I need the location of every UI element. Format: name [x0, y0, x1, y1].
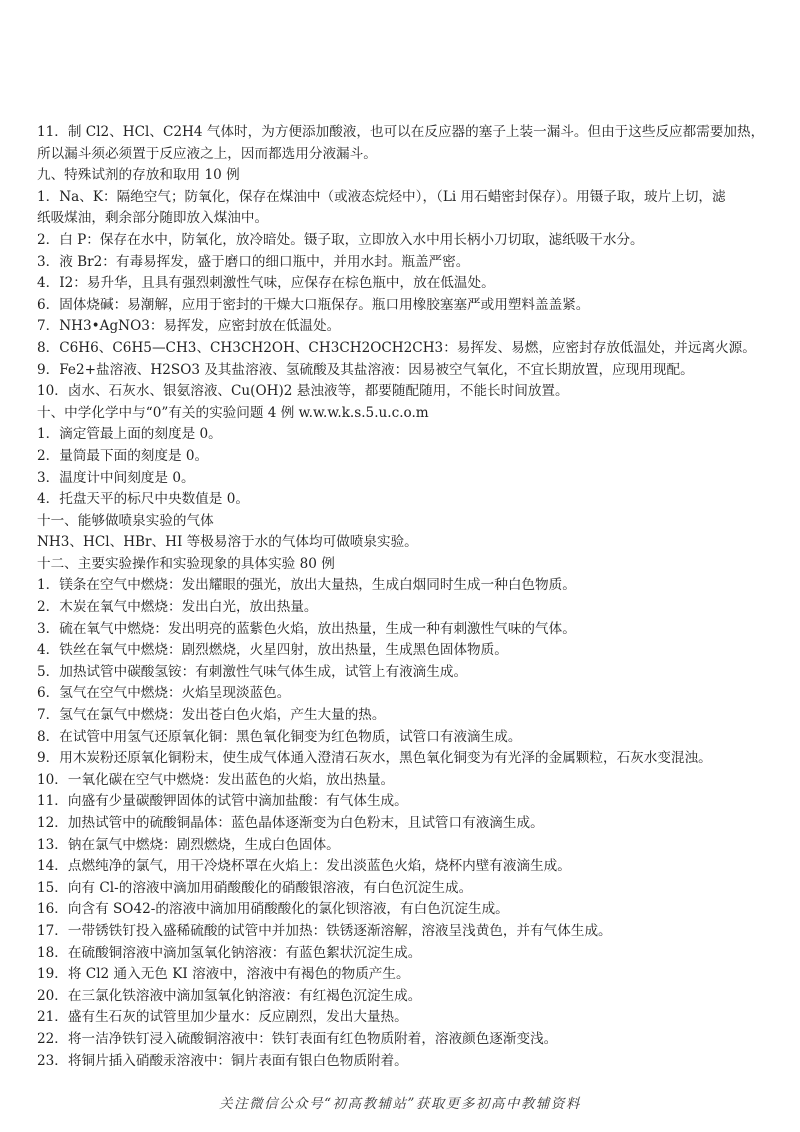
text-line: 20．在三氯化铁溶液中滴加氢氧化钠溶液：有红褐色沉淀生成。	[37, 987, 422, 1004]
text-line: 1．镁条在空气中燃烧：发出耀眼的强光，放出大量热，生成白烟同时生成一种白色物质。	[37, 577, 576, 594]
text-line: 7．氢气在氯气中燃烧：发出苍白色火焰，产生大量的热。	[37, 707, 386, 724]
text-line: 8．C6H6、C6H5—CH3、CH3CH2OH、CH3CH2OCH2CH3：易挥发、易燃，应密封存放低温处，并远离火源。	[37, 339, 756, 356]
text-line: 2．白 P：保存在水中，防氧化，放冷暗处。镊子取，立即放入水中用长柄小刀切取，滤纸吸干水分。	[37, 231, 644, 248]
text-line: 10．一氧化碳在空气中燃烧：发出蓝色的火焰，放出热量。	[37, 771, 395, 788]
text-line: 9．Fe2+盐溶液、H2SO3 及其盐溶液、氢硫酸及其盐溶液：因易被空气氧化，不宜长期放置，应现用现配。	[37, 361, 694, 378]
text-line: 3．液 Br2：有毒易挥发，盛于磨口的细口瓶中，并用水封。瓶盖严密。	[37, 253, 470, 270]
text-line: 1．Na、K：隔绝空气；防氧化，保存在煤油中（或液态烷烃中），（Li 用石蜡密封保存）。用镊子取，玻片上切，滤	[37, 188, 726, 205]
document-body	[37, 122, 765, 1072]
text-line: 九、特殊试剂的存放和取用 10 例	[37, 167, 240, 184]
text-line: 2．木炭在氧气中燃烧：发出白光，放出热量。	[37, 599, 318, 616]
text-line: 15．向有 Cl-的溶液中滴加用硝酸酸化的硝酸银溶液，有白色沉淀生成。	[37, 879, 473, 896]
text-line: 21．盛有生石灰的试管里加少量水：反应剧烈，发出大量热。	[37, 1009, 408, 1026]
text-line: 16．向含有 SO42-的溶液中滴加用硝酸酸化的氯化钡溶液，有白色沉淀生成。	[37, 901, 509, 918]
text-line: 17．一带锈铁钉投入盛稀硫酸的试管中并加热：铁锈逐渐溶解，溶液呈浅黄色，并有气体生成。	[37, 922, 612, 939]
text-line: 13．钠在氯气中燃烧：剧烈燃烧，生成白色固体。	[37, 836, 340, 853]
text-line: 7．NH3•AgNO3：易挥发，应密封放在低温处。	[37, 318, 341, 335]
text-line: 所以漏斗须必须置于反应液之上，因而都选用分液漏斗。	[37, 145, 377, 162]
text-line: 1．滴定管最上面的刻度是 0。	[37, 426, 222, 443]
text-line: 4．I2：易升华，且具有强烈刺激性气味，应保存在棕色瓶中，放在低温处。	[37, 275, 495, 292]
text-line: 6．氢气在空气中燃烧：火焰呈现淡蓝色。	[37, 685, 291, 702]
text-line: 18．在硫酸铜溶液中滴加氢氧化钠溶液：有蓝色絮状沉淀生成。	[37, 944, 422, 961]
text-line: 6．固体烧碱：易潮解，应用于密封的干燥大口瓶保存。瓶口用橡胶塞塞严或用塑料盖盖紧。	[37, 296, 590, 313]
text-line: 22．将一洁净铁钉浸入硫酸铜溶液中：铁钉表面有红色物质附着，溶液颜色逐渐变浅。	[37, 1030, 558, 1047]
text-line: NH3、HCl、HBr、HI 等极易溶于水的气体均可做喷泉实验。	[37, 534, 418, 551]
text-line: 14．点燃纯净的氯气，用干冷烧杯罩在火焰上：发出淡蓝色火焰，烧杯内壁有液滴生成。	[37, 858, 571, 875]
text-line: 纸吸煤油，剩余部分随即放入煤油中。	[37, 210, 269, 227]
text-line: 8．在试管中用氢气还原氧化铜：黑色氧化铜变为红色物质，试管口有液滴生成。	[37, 728, 522, 745]
text-line: 10．卤水、石灰水、银氨溶液、Cu(OH)2 悬浊液等，都要随配随用，不能长时间放置。	[37, 383, 569, 400]
text-line: 9．用木炭粉还原氧化铜粉末，使生成气体通入澄清石灰水，黑色氧化铜变为有光泽的金属颗粒，石灰水变混浊。	[37, 750, 712, 767]
text-line: 11．向盛有少量碳酸钾固体的试管中滴加盐酸：有气体生成。	[37, 793, 408, 810]
text-line: 5．加热试管中碳酸氢铵：有刺激性气味气体生成，试管上有液滴生成。	[37, 663, 468, 680]
text-line: 3．硫在氧气中燃烧：发出明亮的蓝紫色火焰，放出热量，生成一种有刺激性气味的气体。	[37, 620, 576, 637]
footer-note: 关注微信公众号“初高教辅站”获取更多初高中教辅资料	[219, 1096, 581, 1112]
text-line: 4．铁丝在氧气中燃烧：剧烈燃烧，火星四射，放出热量，生成黑色固体物质。	[37, 642, 508, 659]
text-line: 11．制 Cl2、HCl、C2H4 气体时，为方便添加酸液，也可以在反应器的塞子上装一漏斗。但由于这些反应都需要加热，	[37, 124, 765, 140]
text-line: 4．托盘天平的标尺中央数值是 0。	[37, 491, 249, 508]
text-line: 2．量筒最下面的刻度是 0。	[37, 447, 209, 464]
text-line: 12．加热试管中的硫酸铜晶体：蓝色晶体逐渐变为白色粉末，且试管口有液滴生成。	[37, 815, 544, 831]
text-line: 23．将铜片插入硝酸汞溶液中：铜片表面有银白色物质附着。	[37, 1052, 408, 1069]
text-line: 3．温度计中间刻度是 0。	[37, 469, 195, 486]
text-line: 十二、主要实验操作和实验现象的具体实验 80 例	[37, 555, 335, 572]
text-line: 十、中学化学中与“0”有关的实验问题 4 例 w.w.w.k.s.5.u.c.o.m	[37, 404, 429, 421]
text-line: 19．将 Cl2 通入无色 KI 溶液中，溶液中有褐色的物质产生。	[37, 966, 410, 983]
text-line: 十一、能够做喷泉实验的气体	[37, 512, 214, 529]
